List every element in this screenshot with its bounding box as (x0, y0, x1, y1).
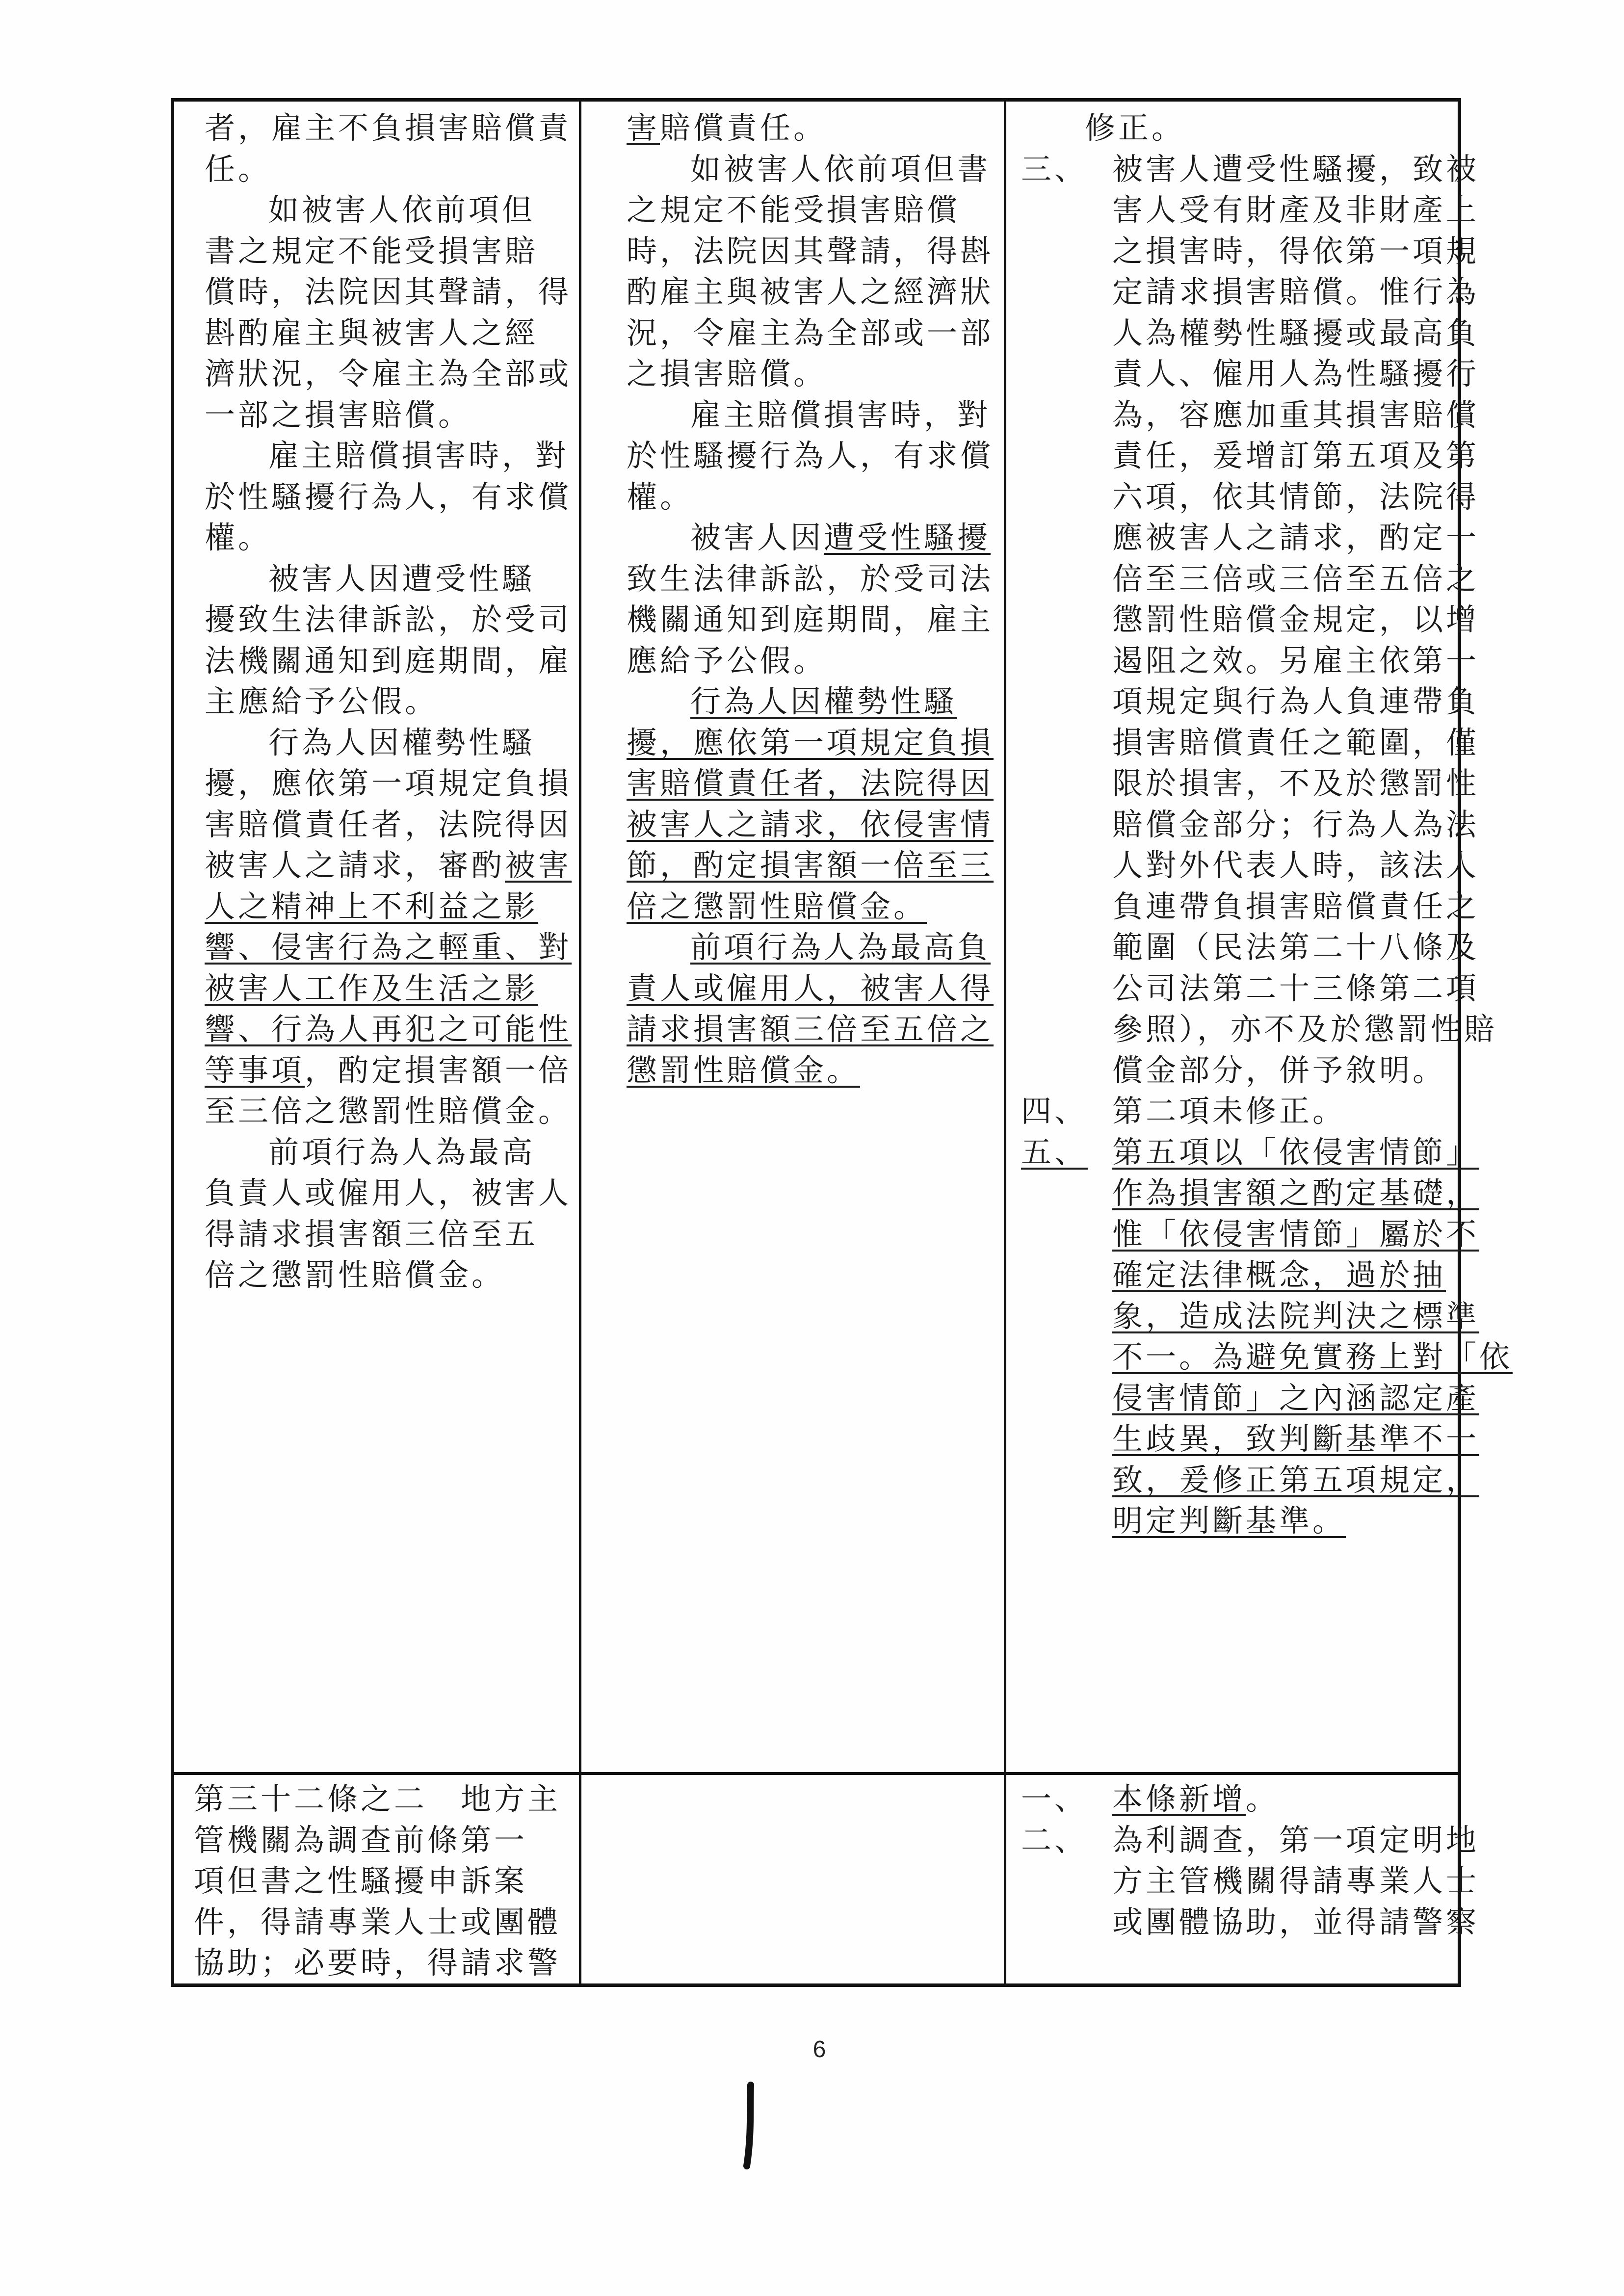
text-line (627, 353, 1002, 394)
line-text: 懲罰性賠償金規定，以增 (1112, 601, 1480, 637)
row-divider (174, 1772, 1458, 1775)
numbered-item (1021, 1778, 1457, 1820)
line-text: 應被害人之請求，酌定一 (1112, 520, 1480, 555)
underlined-text: 倍之懲罰性賠償金。 (627, 888, 927, 924)
text-line (1112, 640, 1480, 681)
text-line (627, 927, 1002, 968)
text-line (1112, 476, 1480, 518)
underlined-text: 被害人工作及生活之影 (205, 970, 539, 1006)
line-text: 害賠償責任者，法院得因 (205, 806, 572, 842)
line-text: 人為權勢性騷擾或最高負 (1112, 314, 1480, 351)
text-line (627, 394, 1002, 436)
underlined-text: 響、侵害行為之輕重、對 (205, 929, 572, 965)
text-line (1112, 1902, 1480, 1943)
line-text: 者，雇主不負損害賠償責 (205, 110, 572, 146)
text-line (1112, 558, 1480, 600)
text-line (205, 1214, 577, 1255)
line-text: 賠償責任。 (660, 110, 827, 146)
text-line (1112, 1500, 1457, 1541)
numbered-item (1021, 1132, 1513, 1541)
line-text: 被害人之請求，審酌 (205, 847, 505, 883)
line-text: 雇主賠償損害時，對 (268, 438, 569, 473)
line-text: 負連帶負損害賠償責任之 (1112, 888, 1480, 924)
line-text: 致生法律訴訟，於受司法 (627, 560, 994, 597)
line-text: 或團體協助，並得請警察 (1112, 1904, 1480, 1940)
text-line (1112, 1050, 1457, 1091)
underlined-text: 請求損害額三倍至五倍之 (627, 1011, 994, 1047)
text-line (205, 435, 577, 476)
line-text: 之規定不能受損害賠償 (627, 192, 961, 228)
line-text: 。 (1246, 1781, 1280, 1817)
text-line (205, 394, 577, 436)
underlined-text: 害賠償責任者，法院得因 (627, 765, 994, 801)
text-line (1112, 1778, 1457, 1820)
column-divider-1 (579, 102, 581, 1983)
underlined-text: 侵害情節」之內涵認定產 (1112, 1380, 1480, 1416)
underlined-text: 擾，應依第一項規定負損 (627, 724, 994, 760)
line-text: 之損害賠償。 (627, 356, 827, 391)
line-text: 得請求損害額三倍至五 (205, 1216, 539, 1252)
text-line (205, 640, 577, 681)
text-line (1112, 189, 1480, 231)
text-line (1112, 1132, 1480, 1173)
text-line (205, 763, 577, 804)
row1-current-text-cell (627, 107, 1002, 1766)
text-line (1112, 1009, 1498, 1050)
line-text: 為，容應加重其損害賠償 (1112, 396, 1480, 433)
text-line (205, 517, 577, 558)
line-text: 權。 (627, 478, 694, 515)
text-line (1112, 845, 1480, 886)
text-line (1112, 681, 1480, 722)
underlined-text: 節，酌定損害額一倍至三 (627, 847, 994, 883)
line-text: 被害人因遭受性騷 (268, 560, 536, 597)
text-line (205, 1254, 577, 1296)
line-text: 賠償金部分；行為人為法 (1112, 806, 1480, 842)
text-line (627, 681, 1002, 722)
underlined-text: 責人或僱用人，被害人得 (627, 970, 994, 1006)
line-text: 前項行為人為最高 (268, 1134, 536, 1170)
line-text: 被害人因 (690, 520, 824, 555)
line-text: ，酌定損害額一倍 (305, 1052, 572, 1088)
line-text: 被害人遭受性騷擾，致被 (1112, 151, 1480, 187)
line-text: 酌雇主與被害人之經濟狀 (627, 274, 994, 310)
line-text: 於性騷擾行為人，有求償 (205, 478, 572, 515)
text-line (627, 231, 1002, 272)
text-line (194, 1820, 577, 1861)
line-text: 項但書之性騷擾申訴案 (194, 1863, 528, 1899)
line-text: 之損害時，得依第一項規 (1112, 233, 1480, 269)
line-text: 件，得請專業人士或團體 (194, 1904, 561, 1940)
text-line (627, 968, 1002, 1009)
text-line (1112, 1820, 1480, 1861)
underlined-text: 作為損害額之酌定基礎， (1112, 1175, 1480, 1211)
row2-explanation-cell (1021, 1778, 1480, 1984)
text-line (205, 681, 577, 722)
item-number: 一、 (1021, 1781, 1088, 1817)
text-line (205, 968, 577, 1009)
line-text: 償時，法院因其聲請，得 (205, 274, 572, 310)
row1-explanation-cell (1021, 107, 1513, 1766)
line-text: 公司法第二十三條第二項 (1112, 970, 1480, 1006)
text-line (205, 313, 577, 354)
line-text: 參照），亦不及於懲罰性賠 (1112, 1011, 1498, 1047)
line-text: 協助；必要時，得請求警 (194, 1945, 561, 1981)
line-text: 書之規定不能受損害賠 (205, 233, 539, 269)
text-line (1112, 886, 1480, 927)
text-line (205, 107, 577, 149)
line-text: 害人受有財產及非財產上 (1112, 192, 1480, 228)
text-line (1112, 1860, 1480, 1902)
underlined-text: 明定判斷基準。 (1112, 1503, 1346, 1539)
line-text: 管機關為調查前條第一 (194, 1822, 528, 1858)
line-text: 項規定與行為人負連帶負 (1112, 683, 1480, 719)
line-text: 行為人因權勢性騷 (268, 724, 536, 760)
text-line (1112, 231, 1480, 272)
text-line (1112, 1418, 1480, 1460)
text-line (205, 476, 577, 518)
text-line (1112, 722, 1480, 763)
text-line (205, 1173, 577, 1214)
line-text: 第三十二條之二 地方主 (194, 1781, 561, 1817)
underlined-text: 害 (627, 110, 660, 146)
numbered-item (1021, 1091, 1457, 1132)
item-number: 四、 (1021, 1093, 1088, 1129)
underlined-text: 遭受性騷擾 (824, 520, 991, 555)
text-line (627, 1009, 1002, 1050)
line-text: 責任，爰增訂第五項及第 (1112, 438, 1480, 473)
text-line (627, 149, 1002, 190)
line-text: 擾，應依第一項規定負損 (205, 765, 572, 801)
text-line (627, 804, 1002, 845)
pen-stroke-mark (736, 2075, 795, 2173)
underlined-text: 行為人因權勢性騷 (690, 683, 958, 719)
text-line (205, 886, 577, 927)
text-line (205, 558, 577, 600)
line-text: 法機關通知到庭期間，雇 (205, 642, 572, 678)
underlined-text: 被害 (505, 847, 572, 883)
line-text: 定請求損害賠償。惟行為 (1112, 274, 1480, 310)
line-text: 如被害人依前項但書 (690, 151, 991, 187)
text-line (1112, 435, 1480, 476)
text-line (205, 149, 577, 190)
text-line (1112, 1173, 1480, 1214)
text-line (205, 804, 577, 845)
line-text: 任。 (205, 151, 272, 187)
text-line (1112, 1091, 1457, 1132)
underlined-text: 本條新增 (1112, 1781, 1246, 1817)
underlined-text: 象，造成法院判決之標準 (1112, 1298, 1480, 1334)
line-text: 為利調查，第一項定明地 (1112, 1822, 1480, 1858)
line-text: 遏阻之效。另雇主依第一 (1112, 642, 1480, 678)
line-text: 時，法院因其聲請，得斟 (627, 233, 994, 269)
line-text: 斟酌雇主與被害人之經 (205, 314, 539, 351)
text-line (627, 271, 1002, 313)
text-line (1112, 1336, 1513, 1378)
continued-text: 修正。 (1085, 110, 1185, 146)
text-line (1112, 271, 1480, 313)
line-text: 濟狀況，令雇主為全部或 (205, 356, 572, 391)
underlined-text: 生歧異，致判斷基準不一 (1112, 1421, 1480, 1457)
underlined-text: 第五項以「依侵害情節」 (1112, 1134, 1480, 1170)
underlined-text: 確定法律概念，過於抽 (1112, 1257, 1446, 1293)
text-line (627, 558, 1002, 600)
line-text: 限於損害，不及於懲罰性 (1112, 765, 1480, 801)
line-text: 雇主賠償損害時，對 (690, 396, 991, 433)
text-line (205, 1132, 577, 1173)
line-text: 於性騷擾行為人，有求償 (627, 438, 994, 473)
text-line (627, 722, 1002, 763)
text-line (1112, 149, 1480, 190)
text-line (627, 845, 1002, 886)
underlined-text: 被害人之請求，依侵害情 (627, 806, 994, 842)
line-text: 倍至三倍或三倍至五倍之 (1112, 560, 1480, 597)
underlined-text: 致，爰修正第五項規定， (1112, 1461, 1480, 1498)
line-text: 償金部分，併予敘明。 (1112, 1052, 1446, 1088)
underlined-text: 人之精神上不利益之影 (205, 888, 539, 924)
line-text: 損害賠償責任之範圍，僅 (1112, 724, 1480, 760)
text-line (627, 313, 1002, 354)
text-line (205, 722, 577, 763)
text-line (205, 189, 577, 231)
text-line (1112, 804, 1480, 845)
row1-revised-text-cell (205, 107, 577, 1766)
line-text: 況，令雇主為全部或一部 (627, 314, 994, 351)
text-line (1112, 517, 1480, 558)
text-line (1112, 1254, 1457, 1296)
text-line (194, 1902, 577, 1943)
text-line (1112, 353, 1480, 394)
line-text: 主應給予公假。 (205, 683, 439, 719)
row2-revised-text-cell (194, 1778, 577, 1984)
underlined-text: 不一。為避免實務上對「依 (1112, 1339, 1513, 1375)
line-text: 方主管機關得請專業人士 (1112, 1863, 1480, 1899)
column-divider-2 (1004, 102, 1006, 1983)
text-line (627, 599, 1002, 640)
line-text: 責人、僱用人為性騷擾行 (1112, 356, 1480, 391)
text-line (1112, 927, 1480, 968)
underlined-text: 前項行為人為最高負 (690, 929, 991, 965)
text-line (194, 1860, 577, 1902)
underlined-text: 惟「依侵害情節」屬於不 (1112, 1216, 1480, 1252)
underlined-text: 懲罰性賠償金。 (627, 1052, 861, 1088)
line-text: 一部之損害賠償。 (205, 396, 472, 433)
text-line (627, 107, 1002, 149)
text-line (194, 1778, 577, 1820)
underlined-text: 響、行為人再犯之可能性 (205, 1011, 572, 1047)
text-line (1112, 763, 1480, 804)
line-text: 如被害人依前項但 (268, 192, 536, 228)
text-line (627, 517, 1002, 558)
text-line (205, 845, 577, 886)
text-line (1112, 1378, 1480, 1419)
text-line (205, 353, 577, 394)
underlined-text: 等事項 (205, 1052, 305, 1088)
text-line (205, 927, 577, 968)
text-line (627, 435, 1002, 476)
text-line (627, 640, 1002, 681)
text-line (627, 886, 1002, 927)
text-line (627, 476, 1002, 518)
text-line (1112, 313, 1480, 354)
item-number: 五、 (1021, 1134, 1088, 1170)
text-line (205, 599, 577, 640)
line-text: 第二項未修正。 (1112, 1093, 1346, 1129)
line-text: 六項，依其情節，法院得 (1112, 478, 1480, 515)
text-line (1112, 1214, 1480, 1255)
line-text: 擾致生法律訴訟，於受司 (205, 601, 572, 637)
line-text: 權。 (205, 520, 272, 555)
text-line (1112, 1460, 1480, 1501)
text-line (1112, 968, 1480, 1009)
item-number: 二、 (1021, 1822, 1088, 1858)
line-text: 至三倍之懲罰性賠償金。 (205, 1093, 572, 1129)
text-line (1112, 1296, 1480, 1337)
text-line (1112, 394, 1480, 436)
text-line (627, 763, 1002, 804)
text-line (627, 189, 1002, 231)
text-line (205, 1009, 577, 1050)
page-number: 6 (812, 2036, 826, 2062)
line-text: 人對外代表人時，該法人 (1112, 847, 1480, 883)
text-line (194, 1942, 577, 1983)
text-line (205, 1091, 577, 1132)
line-text: 範圍（民法第二十八條及 (1112, 929, 1480, 965)
text-line (627, 1050, 1002, 1091)
line-text: 負責人或僱用人，被害人 (205, 1175, 572, 1211)
amendment-comparison-table (171, 98, 1513, 1987)
line-text: 機關通知到庭期間，雇主 (627, 601, 994, 637)
text-line (205, 231, 577, 272)
text-line (1112, 599, 1480, 640)
text-line (205, 271, 577, 313)
item-number: 三、 (1021, 151, 1088, 187)
numbered-item (1021, 1820, 1480, 1943)
numbered-item (1021, 149, 1498, 1091)
line-text: 倍之懲罰性賠償金。 (205, 1257, 505, 1293)
text-line (205, 1050, 577, 1091)
line-text: 應給予公假。 (627, 642, 827, 678)
